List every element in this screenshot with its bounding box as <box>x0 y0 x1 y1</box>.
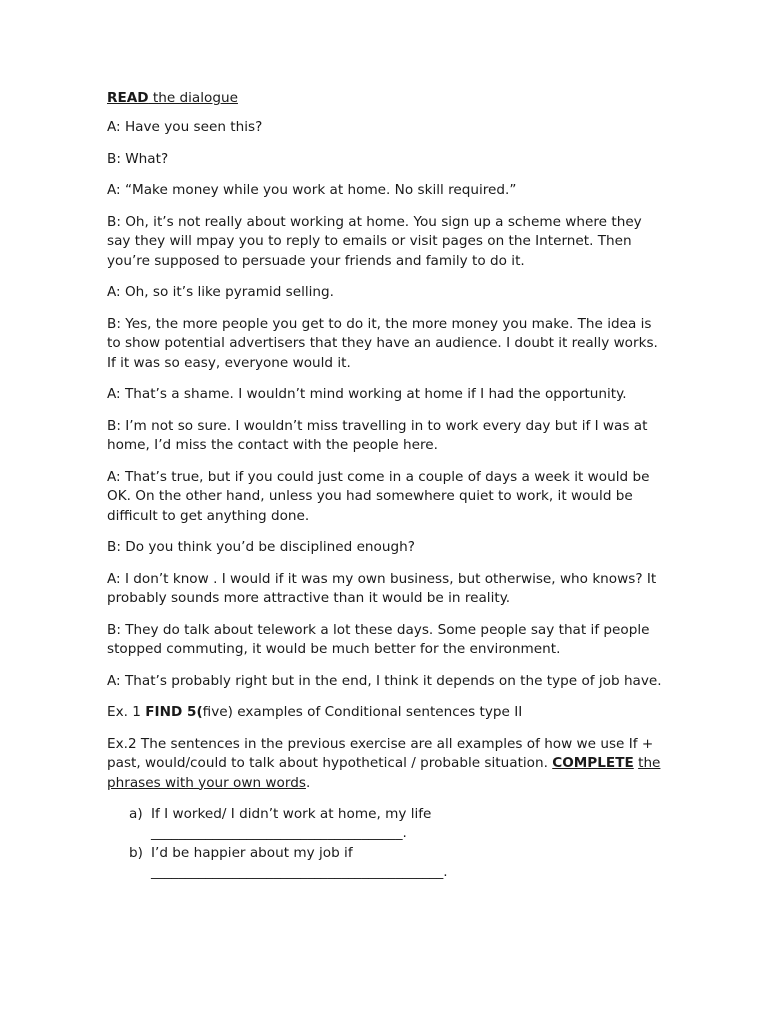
heading-bold: READ <box>107 90 149 106</box>
section-heading <box>107 88 663 108</box>
document-page <box>107 88 663 883</box>
dialogue-line: A: Oh, so it’s like pyramid selling. <box>107 284 334 300</box>
dialogue-line: A: “Make money while you work at home. No skill required.” <box>107 182 517 198</box>
exercise-1-prefix: Ex. 1 <box>107 704 146 720</box>
exercise-2-items <box>107 805 663 881</box>
list-item <box>107 844 663 881</box>
dialogue-line: B: I’m not so sure. I wouldn’t miss travelling in to work every day but if I was at home, I’d miss the contact with the people here. <box>107 417 648 453</box>
answer-blank[interactable]: ___________________________________________. <box>151 863 448 880</box>
item-text: I’d be happier about my job if <box>151 845 353 861</box>
dialogue-line: A: That’s a shame. I wouldn’t mind working at home if I had the opportunity. <box>107 386 627 402</box>
exercise-1-bold: FIND 5( <box>145 704 203 720</box>
exercise-2-text: Ex.2 The sentences in the previous exercise are all examples of how we use If + past, would/could to talk about hypothetical / probable situation. <box>107 735 654 771</box>
list-marker: a) <box>129 806 143 822</box>
exercise-2 <box>107 735 663 794</box>
heading-rest: the dialogue <box>148 90 238 106</box>
exercise-2-underlined: the phrases with your own words <box>107 755 661 791</box>
answer-blank[interactable]: _____________________________________. <box>151 824 407 841</box>
item-text: If I worked/ I didn’t work at home, my life <box>151 806 432 822</box>
dialogue-line: A: That’s probably right but in the end, I think it depends on the type of job have. <box>107 672 662 689</box>
dialogue-line: A: Have you seen this? <box>107 119 263 135</box>
exercise-2-end: . <box>305 774 311 791</box>
exercise-1-rest: five) examples of Conditional sentences type II <box>202 704 523 720</box>
list-marker: b) <box>129 845 143 861</box>
list-item <box>107 805 663 842</box>
dialogue-line: B: Yes, the more people you get to do it, the more money you make. The idea is to show potential advertisers that they have an audience. I doubt it really works. If it was so easy, everyone would it. <box>107 315 658 371</box>
dialogue-line: B: What? <box>107 150 169 167</box>
exercise-1 <box>107 703 663 723</box>
dialogue-line: B: Do you think you’d be disciplined enough? <box>107 539 415 555</box>
dialogue-line: B: They do talk about telework a lot these days. Some people say that if people stopped commuting, it would be much better for the environment. <box>107 621 650 657</box>
dialogue-line: A: I don’t know . I would if it was my own business, but otherwise, who knows? It probably sounds more attractive than it would be in reality. <box>107 570 657 606</box>
dialogue-line: B: Oh, it’s not really about working at home. You sign up a scheme where they say they will mpay you to reply to emails or visit pages on the Internet. Then you’re supposed to persuade your friends and family to do it. <box>107 213 642 269</box>
dialogue-line: A: That’s true, but if you could just come in a couple of days a week it would be OK. On the other hand, unless you had somewhere quiet to work, it would be difficult to get anything done. <box>107 468 650 524</box>
dialogue <box>107 118 663 691</box>
exercise-2-complete: COMPLETE <box>552 755 634 771</box>
